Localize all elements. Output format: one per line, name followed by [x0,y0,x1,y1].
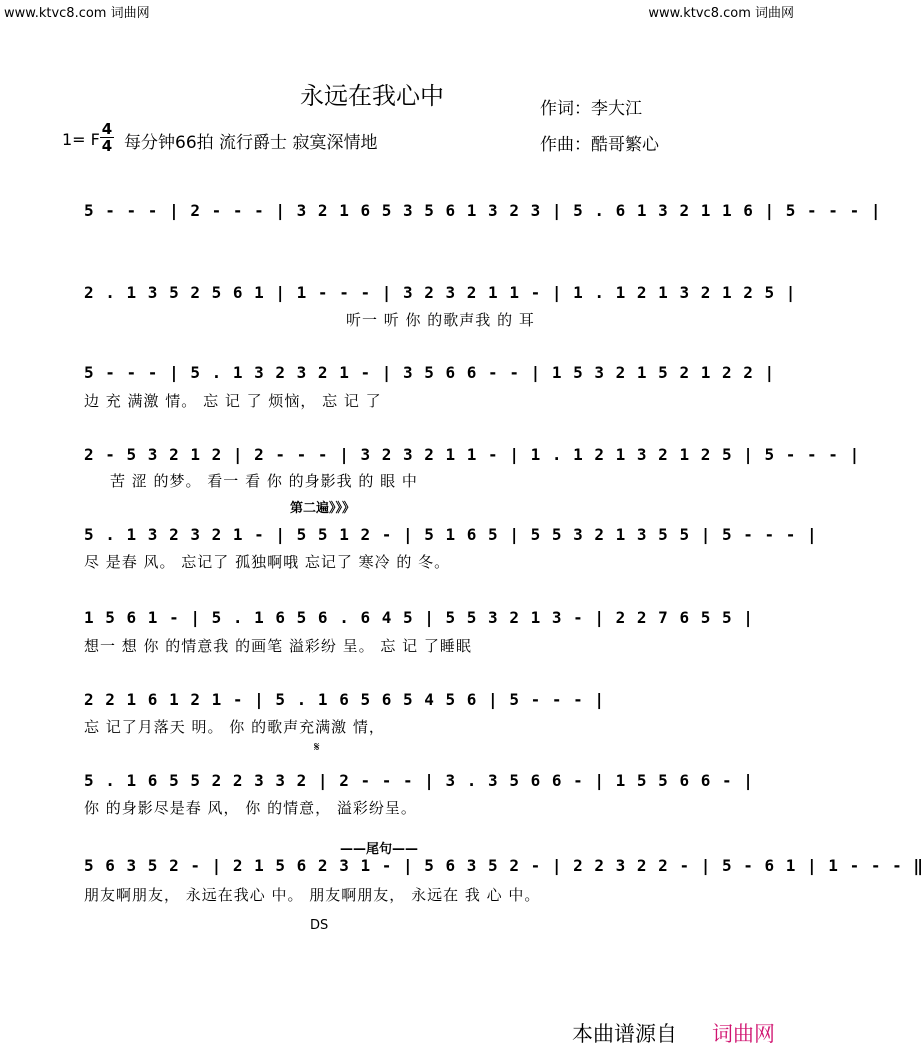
notation-row-2: 2 . 1 3 5 2 5 6 1 | 1 - - - | 3 2 3 2 1 1 - | 1 . 1 2 1 3 2 1 2 5 | [84,283,797,302]
notation-row-6: 1 5 6 1 - | 5 . 1 6 5 6 . 6 4 5 | 5 5 3 2 1 3 - | 2 2 7 6 5 5 | [84,608,754,627]
site-watermark-right: www.ktvc8.com 词曲网 [648,6,794,21]
notation-row-7: 2 2 1 6 1 2 1 - | 5 . 1 6 5 6 5 4 5 6 | 5 - - - | [84,690,606,709]
tempo-style: 每分钟66拍 流行爵士 寂寞深情地 [124,133,378,153]
time-signature-bottom: 4 [101,137,113,155]
notation-row-4: 2 - 5 3 2 1 2 | 2 - - - | 3 2 3 2 1 1 - | 1 . 1 2 1 3 2 1 2 5 | 5 - - - | [84,445,861,464]
footer-source-label: 本曲谱源自 [572,1022,677,1046]
lyrics-row-2: 听一 听 你 的歌声我 的 耳 [346,311,535,329]
lyrics-row-3: 边 充 满激 情。 忘 记 了 烦恼， 忘 记 了 [84,392,382,410]
second-pass-marker: 第二遍》》》 [290,501,356,516]
segno-sign: 𝄋 [314,740,320,755]
lyricist-credit: 作词：李大江 [540,99,642,119]
time-signature-top: 4 [101,120,113,138]
coda-line-right: —— [392,842,419,857]
lyrics-row-8: 你 的身影尽是春 风， 你 的情意， 溢彩纷呈。 [84,799,417,817]
song-title: 永远在我心中 [300,82,444,110]
ds-marker: DS [310,918,329,933]
coda-label [340,838,418,857]
notation-row-8: 5 . 1 6 5 5 2 2 3 3 2 | 2 - - - | 3 . 3 5 6 6 - | 1 5 5 6 6 - | [84,771,754,790]
coda-label-text: 尾句 [366,842,393,857]
lyrics-row-9: 朋友啊朋友， 永远在我心 中。 朋友啊朋友， 永远在 我 心 中。 [84,886,541,904]
notation-row-9: 5 6 3 5 2 - | 2 1 5 6 2 3 1 - | 5 6 3 5 2 - | 2 2 3 2 2 - | 5 - 6 1 | 1 - - - ‖ [84,856,924,875]
composer-credit: 作曲：酷哥繁心 [540,135,659,155]
notation-row-3: 5 - - - | 5 . 1 3 2 3 2 1 - | 3 5 6 6 - - | 1 5 3 2 1 5 2 1 2 2 | [84,363,776,382]
notation-row-5: 5 . 1 3 2 3 2 1 - | 5 5 1 2 - | 5 1 6 5 | 5 5 3 2 1 3 5 5 | 5 - - - | [84,525,818,544]
lyrics-row-4: 苦 涩 的梦。 看一 看 你 的身影我 的 眼 中 [110,472,418,490]
key-signature: 1= F [62,130,100,149]
time-signature [100,122,114,153]
site-watermark-left: www.ktvc8.com 词曲网 [4,6,150,21]
coda-line-left: —— [340,842,366,857]
notation-row-1: 5 - - - | 2 - - - | 3 2 1 6 5 3 5 6 1 3 2 3 | 5 . 6 1 3 2 1 1 6 | 5 - - - | [84,201,882,220]
footer-site-link[interactable]: 词曲网 [712,1022,775,1046]
lyrics-row-6: 想一 想 你 的情意我 的画笔 溢彩纷 呈。 忘 记 了睡眠 [84,637,472,655]
lyrics-row-7: 忘 记了月落天 明。 你 的歌声充满激 情， [84,718,385,736]
lyrics-row-5: 尽 是春 风。 忘记了 孤独啊哦 忘记了 寒冷 的 冬。 [84,553,451,571]
